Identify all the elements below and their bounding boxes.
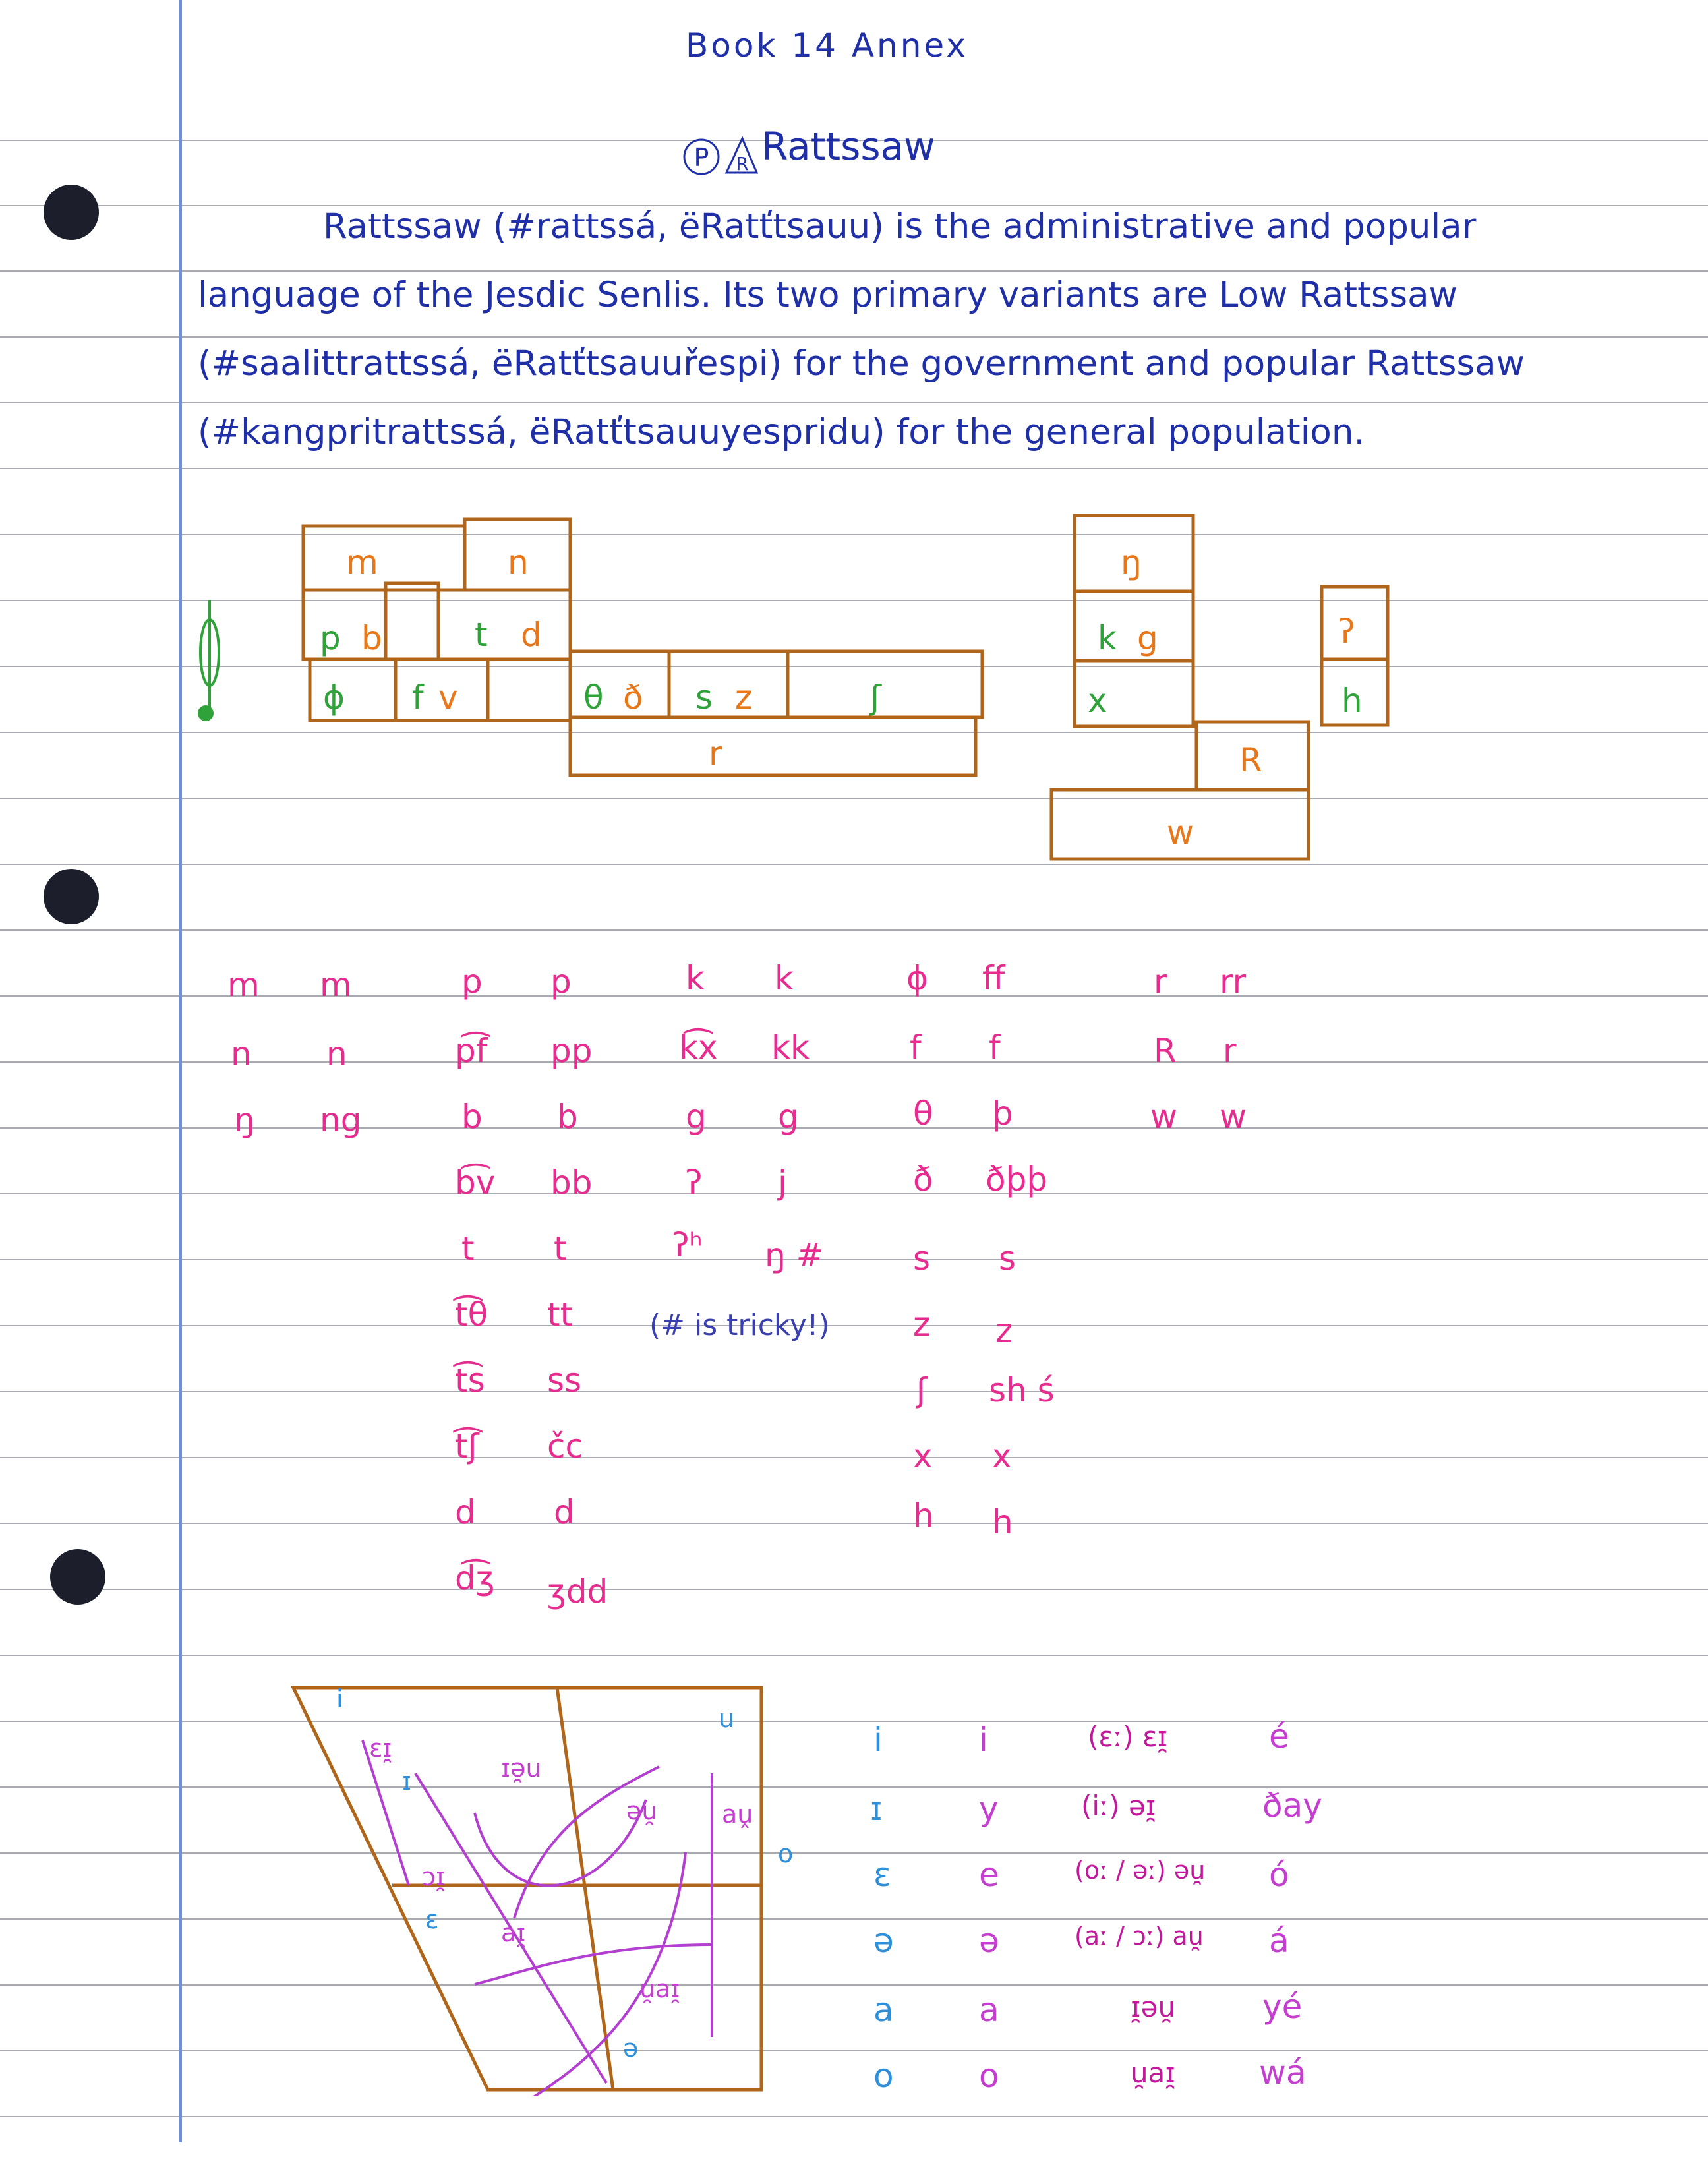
stop-ipa: d [455,1493,476,1531]
stop-spelling: ʒdd [547,1572,608,1610]
stop-spelling: pp [550,1032,593,1070]
rhotic-spelling: w [1220,1098,1247,1136]
fricative-ipa: ʃ [916,1371,928,1409]
velar-spelling: g [778,1098,799,1136]
stop-spelling: t [554,1229,567,1268]
fricative-spelling: þ [992,1094,1013,1133]
monophthong-spelling: i [979,1721,988,1759]
monophthong-spelling: ə [979,1922,999,1960]
paragraph-line: Rattssaw (#rattssá, ëRatťtsauu) is the administrative and popular [323,206,1477,247]
monophthong-ipa: o [873,2057,894,2095]
nasal-ipa: m [227,966,260,1004]
monophthong-ipa: ə [873,1922,894,1960]
chart-cell-s: s [695,678,713,717]
fricative-spelling: f [989,1028,1001,1067]
nasal-spelling: ng [320,1101,362,1139]
chart-cell-b: b [361,619,382,657]
voicing-legend-icon [199,600,219,720]
stop-spelling: d [554,1493,575,1531]
vowel-label-near-i: ɪ [402,1767,412,1796]
chart-cell-glottal: ʔ [1338,612,1355,651]
paragraph-line: language of the Jesdic Senlis. Its two primary variants are Low Rattssaw [198,275,1458,315]
paragraph-line: (#kangpritrattssá, ëRatťtsauuyespridu) for the general population. [198,412,1365,452]
chart-cell-k: k [1098,619,1117,657]
stop-ipa: b [461,1098,483,1136]
stop-ipa: b͡v [455,1164,496,1202]
chart-cell-t: t [475,616,488,654]
stop-spelling: b [557,1098,578,1136]
fricative-ipa: x [913,1437,933,1475]
rhotic-spelling: rr [1220,962,1247,1001]
diphthong-spelling: á [1269,1922,1289,1960]
chart-cell-esh: ʃ [870,678,881,717]
velar-ipa: ʔ [686,1164,703,1202]
stop-ipa: t͡s [455,1361,485,1400]
chart-cell-v: v [438,678,458,717]
chart-cell-phi: ɸ [323,678,345,717]
velar-ipa: ʔʰ [672,1226,703,1264]
chart-cell-uvular-r: R [1239,741,1262,779]
stop-ipa: t [461,1229,475,1268]
monophthong-spelling: y [979,1790,999,1828]
diphthong-spelling: ó [1269,1856,1289,1894]
page-title: Book 14 Annex [686,26,968,65]
fricative-ipa: f [910,1028,922,1067]
diphthong-spelling: ðay [1262,1786,1322,1825]
nasal-spelling: m [320,966,352,1004]
vowel-label-eu: əu̯ [626,1796,658,1825]
vowel-label-oi: ɔɪ̯ [422,1862,445,1891]
fricative-ipa: s [913,1239,931,1278]
vowel-label-ai: aɪ̯ [501,1918,526,1947]
chart-cell-f: f [412,678,424,717]
chart-cell-n: n [508,543,529,581]
rhotic-spelling: r [1223,1032,1237,1070]
vowel-label-iou: ɪə̯u [501,1754,542,1783]
stop-ipa: p͡f [455,1032,488,1070]
binder-hole-bottom [50,1549,105,1605]
fricative-spelling: x [992,1437,1012,1475]
velar-spelling: k [775,959,794,997]
monophthong-spelling: a [979,1991,999,2029]
diphthong-spelling: wá [1259,2053,1307,2092]
velar-spelling: kk [771,1028,810,1067]
heading-markers [679,131,758,183]
stop-spelling: ss [547,1361,582,1400]
stop-ipa: d͡ʒ [455,1559,495,1597]
fricative-spelling: s [999,1239,1016,1278]
diphthong-ipa: ɪ̯əu̯ [1131,1991,1176,2023]
chart-cell-w: w [1167,813,1194,852]
velar-ipa: k͡x [679,1028,718,1067]
chart-cell-eng: ŋ [1121,543,1142,581]
heading-text: Rattssaw [761,124,935,169]
fricative-spelling: ff [982,959,1005,997]
diphthong-ipa: u̯aɪ̯ [1131,2057,1175,2089]
vowel-label-u: u [719,1704,735,1733]
fricative-ipa: h [913,1496,934,1535]
stop-spelling: bb [550,1164,593,1202]
chart-cell-h: h [1341,682,1363,720]
velar-spelling: j [778,1164,787,1202]
monophthong-spelling: o [979,2057,999,2095]
chart-cell-r: r [709,734,722,773]
chart-cell-m: m [346,543,378,581]
chart-cell-p: p [320,619,341,657]
monophthong-spelling: e [979,1856,999,1894]
rhotic-ipa: w [1150,1098,1177,1136]
velar-ipa: g [686,1098,707,1136]
chart-cell-theta: θ [583,678,604,717]
vowel-label-au: aṷ [722,1800,753,1829]
stop-ipa: t͡ʃ [455,1427,479,1465]
fricative-ipa: θ [913,1094,933,1133]
diphthong-ipa: (oː / əː) əu̯ [1075,1856,1206,1885]
marker-p: P [693,142,709,172]
section-heading [679,124,935,183]
diphthong-ipa: (aː / ɔː) au̯ [1075,1922,1204,1951]
fricative-spelling: ðþþ [986,1160,1048,1198]
fricative-spelling: sh ś [989,1371,1055,1409]
chart-cell-g: g [1137,619,1158,657]
binder-hole-top [44,185,99,240]
vowel-label-ei: ɛɪ̯ [369,1734,392,1763]
vowel-label-schwa: ə [623,2034,639,2063]
fricative-spelling: z [995,1312,1013,1350]
monophthong-ipa: i [873,1721,883,1759]
intro-paragraph [198,192,1674,467]
stop-ipa: p [461,962,483,1001]
velar-spelling: ŋ # [765,1236,824,1274]
diphthong-spelling: é [1269,1717,1289,1755]
monophthong-ipa: a [873,1991,894,2029]
stop-spelling: tt [547,1295,574,1334]
vowel-label-e: ɛ [425,1905,439,1934]
nasal-spelling: n [326,1035,347,1073]
nasal-ipa: ŋ [234,1101,255,1139]
diphthong-ipa: (iː) əɪ̯ [1081,1790,1156,1822]
chart-cell-eth: ð [623,678,643,717]
consonant-chart [0,501,1708,870]
vowel-label-uai: u̯aɪ̯ [639,1974,680,2003]
chart-cell-z: z [735,678,753,717]
diphthong-spelling: yé [1262,1988,1303,2026]
vowel-chart [264,1668,1055,2096]
stop-spelling: p [550,962,572,1001]
fricative-ipa: z [913,1305,931,1343]
chart-cell-x: x [1088,682,1107,720]
marker-r: R [736,152,749,175]
monophthong-ipa: ɪ [870,1790,883,1828]
monophthong-ipa: ɛ [873,1856,892,1894]
vowel-label-o: o [778,1839,794,1868]
velar-ipa: k [686,959,705,997]
fricative-ipa: ɸ [906,959,928,997]
fricative-spelling: h [992,1503,1013,1541]
fricative-ipa: ð [913,1160,933,1198]
diphthong-ipa: (ɛː) ɛɪ̯ [1088,1721,1168,1753]
stop-spelling: čc [547,1427,583,1465]
paragraph-line: (#saalittrattssá, ëRatťtsauuřespi) for the government and popular Rattssaw [198,343,1525,384]
vowel-label-i: i [336,1684,343,1713]
tricky-note: (# is tricky!) [649,1309,830,1342]
rhotic-ipa: R [1154,1032,1177,1070]
binder-hole-middle [44,869,99,924]
chart-cell-d: d [521,616,542,654]
stop-ipa: t͡θ [455,1295,488,1334]
rhotic-ipa: r [1154,962,1167,1001]
nasal-ipa: n [231,1035,252,1073]
